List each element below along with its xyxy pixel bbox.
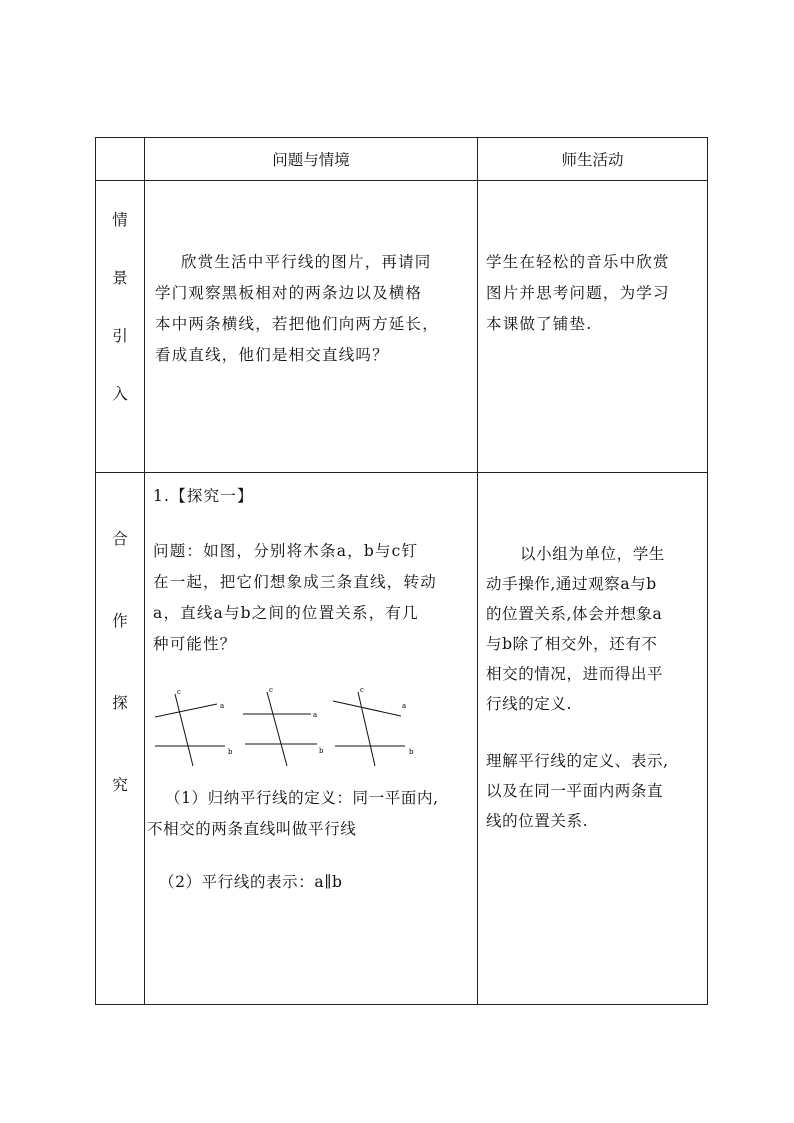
label-a: a bbox=[313, 711, 318, 719]
text-line: 与b除了相交外，还有不 bbox=[486, 635, 658, 653]
line-c bbox=[267, 692, 287, 766]
label-b: b bbox=[409, 748, 414, 756]
text-line: 问题：如图，分别将木条a，b与c钉 bbox=[153, 542, 419, 560]
inquiry-problem-cell bbox=[145, 473, 478, 1005]
label-b: b bbox=[319, 747, 324, 755]
side-char: 合 bbox=[112, 530, 128, 548]
intro-activity-cell bbox=[478, 181, 708, 473]
line-a bbox=[155, 704, 217, 717]
header-problem: 问题与情境 bbox=[145, 138, 478, 181]
label-b: b bbox=[228, 748, 233, 756]
line-c bbox=[175, 694, 193, 766]
side-char: 情 bbox=[112, 211, 128, 229]
text-line: 线的位置关系. bbox=[486, 812, 589, 830]
parallel-lines-figure bbox=[155, 674, 435, 769]
notation-line: （2）平行线的表示：a∥b bbox=[159, 873, 343, 891]
text-line: 学门观察黑板相对的两条边以及横格 bbox=[155, 284, 423, 302]
figure-parallel bbox=[243, 686, 324, 766]
text-line: 看成直线，他们是相交直线吗？ bbox=[155, 346, 389, 364]
side-char: 究 bbox=[112, 776, 128, 794]
line-c bbox=[358, 692, 375, 766]
figure-intersecting bbox=[155, 688, 233, 766]
label-c: c bbox=[269, 686, 273, 694]
label-c: c bbox=[360, 686, 364, 694]
text-line: 种可能性？ bbox=[153, 635, 237, 653]
text-line: 以及在同一平面内两条直 bbox=[486, 782, 664, 800]
side-char: 景 bbox=[112, 269, 128, 287]
row-scenario-intro bbox=[96, 181, 708, 473]
side-char: 入 bbox=[112, 385, 128, 403]
label-a: a bbox=[220, 702, 225, 710]
inquiry-activity-cell bbox=[478, 473, 708, 1005]
section-heading: 1.【探究一】 bbox=[153, 487, 254, 505]
text-line: 理解平行线的定义、表示, bbox=[486, 752, 669, 770]
text-line: 以小组为单位，学生 bbox=[520, 545, 665, 563]
side-label-intro bbox=[96, 181, 145, 473]
lesson-table bbox=[95, 137, 708, 1005]
text-line: a，直线a与b之间的位置关系，有几 bbox=[153, 604, 419, 622]
figure-intersecting-2 bbox=[333, 686, 414, 766]
side-char: 引 bbox=[112, 327, 128, 345]
text-line: 相交的情况，进而得出平 bbox=[486, 665, 664, 683]
text-line: 学生在轻松的音乐中欣赏 bbox=[486, 253, 670, 271]
side-char: 探 bbox=[112, 694, 128, 712]
line-a bbox=[333, 701, 401, 716]
text-line: 欣赏生活中平行线的图片，再请同 bbox=[181, 253, 432, 271]
text-line: 本中两条横线，若把他们向两方延长， bbox=[155, 315, 439, 333]
text-line: 不相交的两条直线叫做平行线 bbox=[147, 820, 357, 838]
side-char: 作 bbox=[112, 612, 128, 630]
header-row bbox=[96, 138, 708, 181]
label-c: c bbox=[177, 688, 181, 696]
text-line: 的位置关系,体会并想象a bbox=[486, 605, 663, 623]
row-cooperative-inquiry bbox=[96, 473, 708, 1005]
header-activity: 师生活动 bbox=[478, 138, 708, 181]
text-line: 动手操作,通过观察a与b bbox=[486, 575, 657, 593]
intro-problem-cell bbox=[145, 181, 478, 473]
text-line: 图片并思考问题，为学习 bbox=[486, 284, 670, 302]
text-line: 行线的定义. bbox=[486, 695, 573, 713]
header-empty-cell bbox=[96, 138, 145, 181]
label-a: a bbox=[402, 702, 407, 710]
text-line: 在一起，把它们想象成三条直线，转动 bbox=[153, 573, 437, 591]
side-label-inquiry bbox=[96, 473, 145, 1005]
text-line: （1）归纳平行线的定义：同一平面内, bbox=[165, 789, 439, 807]
text-line: 本课做了铺垫. bbox=[486, 315, 593, 333]
